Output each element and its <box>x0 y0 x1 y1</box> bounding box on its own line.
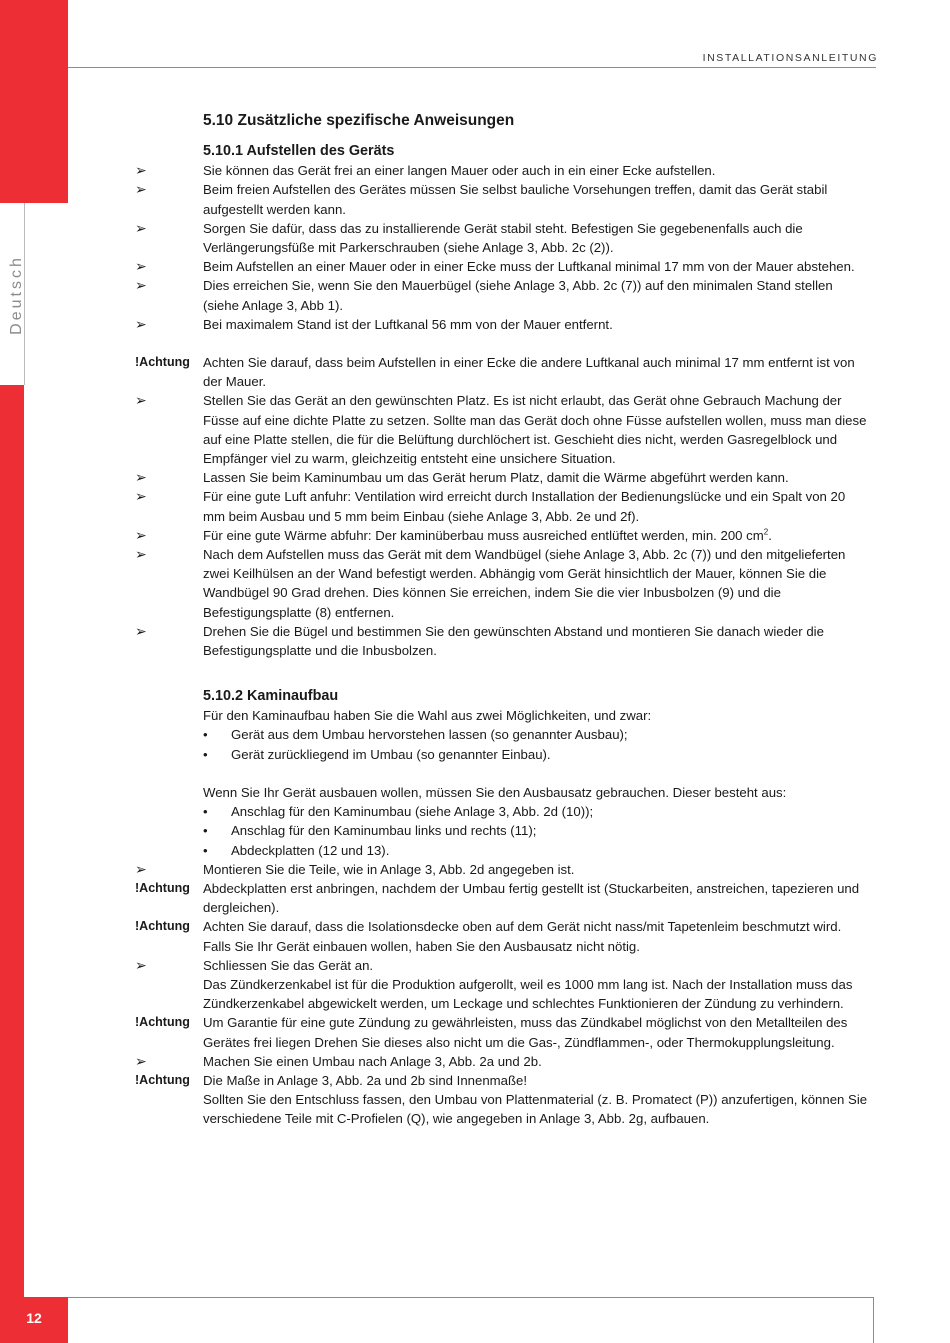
paragraph: Das Zündkerzenkabel ist für die Produktion aufgerollt, weil es 1000 mm lang ist. Nach der Installation muss das Zündkerzenkabel abgewickelt werden, um Leckage und schlechtes Funktionieren der Zündung zu verhindern. <box>203 976 853 1012</box>
achtung-label: !Achtung <box>135 355 190 370</box>
header-title: INSTALLATIONSANLEITUNG <box>702 52 878 64</box>
list-item: ➢ Für eine gute Wärme abfuhr: Der kaminüberbau muss ausreiched entlüftet werden, min. 200 $cm^2$. <box>203 526 869 545</box>
list-item: ➢ Lassen Sie beim Kaminumbau um das Gerät herum Platz, damit die Wärme abgeführt werden kann. <box>203 468 869 487</box>
warning-note: !Achtung Um Garantie für eine gute Zündung zu gewährleisten, muss das Zündkabel möglichst von den Metallteilen des Gerätes frei liegen Drehen Sie dieses also nicht um die Gas-, Zündflammen-, oder Thermokupplungsleitung. <box>135 1015 848 1050</box>
warning-note: !Achtung Die Maße in Anlage 3, Abb. 2a und 2b sind Innenmaße! <box>203 1071 869 1090</box>
arrow-icon: ➢ <box>135 860 147 877</box>
red-sidebar-bottom <box>0 385 24 1343</box>
arrow-icon: ➢ <box>135 546 147 563</box>
footer-rule <box>68 1297 874 1298</box>
page-number: 12 <box>26 1310 42 1326</box>
list-item: ➢ Montieren Sie die Teile, wie in Anlage 3, Abb. 2d angegeben ist. <box>203 860 869 879</box>
section-title: 5.10 Zusätzliche spezifische Anweisungen <box>203 112 515 129</box>
arrow-icon: ➢ <box>135 162 147 179</box>
arrow-icon: ➢ <box>135 526 147 543</box>
warning-note: !Achtung Achten Sie darauf, dass die Isolationsdecke oben auf dem Gerät nicht nass/mit Tapetenleim beschmutzt wird. <box>203 917 869 936</box>
bullet-icon: • <box>203 804 208 820</box>
arrow-icon: ➢ <box>135 1052 147 1069</box>
achtung-label: !Achtung <box>135 919 190 934</box>
list-item: ➢ Bei maximalem Stand ist der Luftkanal 56 mm von der Mauer entfernt. <box>203 315 869 334</box>
arrow-icon: ➢ <box>135 622 147 639</box>
warning-note: !Achtung Abdeckplatten erst anbringen, nachdem der Umbau fertig gestellt ist (Stuckarbeiten, anstreichen, tapezieren und dergleichen). <box>135 880 860 916</box>
bullet-icon: • <box>203 823 208 839</box>
list-item: ➢ Nach dem Aufstellen muss das Gerät mit dem Wandbügel (siehe Anlage 3, Abb. 2c (7)) und den mitgelieferten zwei Keilhülsen an der Wand befestigt werden. Abhängig vom Gerät hinsichtlich der Mauer, können Sie die Wandbügel 90 Grad drehen. Dies können Sie erreichen, indem Sie die vier Inbusbolzen (9) und die Befestigungsplatte (8) entfernen. <box>135 546 846 620</box>
arrow-icon: ➢ <box>135 956 147 973</box>
achtung-label: !Achtung <box>135 1072 190 1087</box>
bullet-icon: • <box>203 727 208 743</box>
list-item: • Gerät zurückliegend im Umbau (so genannter Einbau). <box>203 745 869 764</box>
list-item: ➢ Sorgen Sie dafür, dass das zu installierende Gerät stabil steht. Befestigen Sie gegebenenfalls auch die Verlängerungsfüße mit Parkerschrauben (siehe Anlage 3, Abb. 2c (2)). <box>135 219 803 256</box>
subsection-title-aufstellen: 5.10.1 Aufstellen des Geräts <box>203 143 395 160</box>
footer-vrule <box>873 1297 874 1343</box>
list-item: ➢ Drehen Sie die Bügel und bestimmen Sie den gewünschten Abstand und montieren Sie danach wieder die Befestigungsplatte und die Inbusbolzen. <box>135 622 824 659</box>
arrow-icon: ➢ <box>135 277 147 294</box>
red-sidebar-top <box>0 0 68 203</box>
document-body <box>135 111 869 1129</box>
arrow-icon: ➢ <box>135 258 147 275</box>
arrow-icon: ➢ <box>135 219 147 236</box>
list-item: ➢ Beim Aufstellen an einer Mauer oder in einer Ecke muss der Luftkanal minimal 17 mm von der Mauer abstehen. <box>203 257 869 276</box>
header-rule <box>68 67 876 68</box>
arrow-icon: ➢ <box>135 488 147 505</box>
achtung-label: !Achtung <box>135 880 190 895</box>
list-item: • Anschlag für den Kaminumbau (siehe Anlage 3, Abb. 2d (10)); <box>203 802 869 821</box>
warning-note: !Achtung Achten Sie darauf, dass beim Aufstellen in einer Ecke die andere Luftkanal auch minimal 17 mm entfernt ist von der Mauer. <box>135 355 855 390</box>
list-item: ➢ Schliessen Sie das Gerät an. <box>203 956 869 975</box>
list-item: ➢ Sie können das Gerät frei an einer langen Mauer oder auch in ein einer Ecke aufstellen. <box>203 161 869 180</box>
subsection-title-kaminaufbau: 5.10.2 Kaminaufbau <box>203 688 339 705</box>
list-item: • Anschlag für den Kaminumbau links und rechts (11); <box>203 821 869 840</box>
arrow-icon: ➢ <box>135 181 147 198</box>
list-item: • Gerät aus dem Umbau hervorstehen lassen (so genannter Ausbau); <box>203 725 869 744</box>
bullet-icon: • <box>203 842 208 858</box>
paragraph: Falls Sie Ihr Gerät einbauen wollen, haben Sie den Ausbausatz nicht nötig. <box>203 938 640 954</box>
list-item: ➢ Beim freien Aufstellen des Gerätes müssen Sie selbst bauliche Vorsehungen treffen, damit das Gerät stabil aufgestellt werden kann. <box>135 181 828 217</box>
list-item: ➢ Dies erreichen Sie, wenn Sie den Mauerbügel (siehe Anlage 3, Abb. 2c (7)) auf den minimalen Stand stellen (siehe Anlage 3, Abb 1). <box>135 277 833 313</box>
list-item: ➢ Stellen Sie das Gerät an den gewünschten Platz. Es ist nicht erlaubt, das Gerät ohne Gebrauch Machung der Füsse auf eine dichte Platte zu setzen. Sollte man das Gerät doch ohne Füsse aufstellen wollen, muss man diese auf eine Platte stellen, die für die Belüftung durchlöchert ist. Geschieht dies nicht, werden Gasregelblock und Empfänger viel zu warm, gleichzeitig entsteht eine unsichere Situation. <box>135 392 867 467</box>
bullet-icon: • <box>203 746 208 762</box>
language-tab: Deutsch <box>8 255 25 335</box>
list-item: • Abdeckplatten (12 und 13). <box>203 841 869 860</box>
achtung-label: !Achtung <box>135 1015 190 1030</box>
arrow-icon: ➢ <box>135 392 147 409</box>
paragraph: Für den Kaminaufbau haben Sie die Wahl aus zwei Möglichkeiten, und zwar: <box>203 708 652 724</box>
arrow-icon: ➢ <box>135 469 147 486</box>
list-item: ➢ Machen Sie einen Umbau nach Anlage 3, Abb. 2a und 2b. <box>203 1052 869 1071</box>
list-item: ➢ Für eine gute Luft anfuhr: Ventilation wird erreicht durch Installation der Bedienungslücke und ein Spalt von 20 mm beim Ausbau und 5 mm beim Einbau (siehe Anlage 3, Abb. 2e und 2f). <box>135 488 846 524</box>
paragraph: Sollten Sie den Entschluss fassen, den Umbau von Plattenmaterial (z. B. Promatect (P)) anzufertigen, können Sie verschiedene Teile mit C-Profielen (Q), wie angegeben in Anlage 3, Abb. 2g, aufbauen. <box>203 1092 868 1127</box>
paragraph: Wenn Sie Ihr Gerät ausbauen wollen, müssen Sie den Ausbausatz gebrauchen. Dieser besteht aus: <box>203 784 787 800</box>
arrow-icon: ➢ <box>135 315 147 332</box>
